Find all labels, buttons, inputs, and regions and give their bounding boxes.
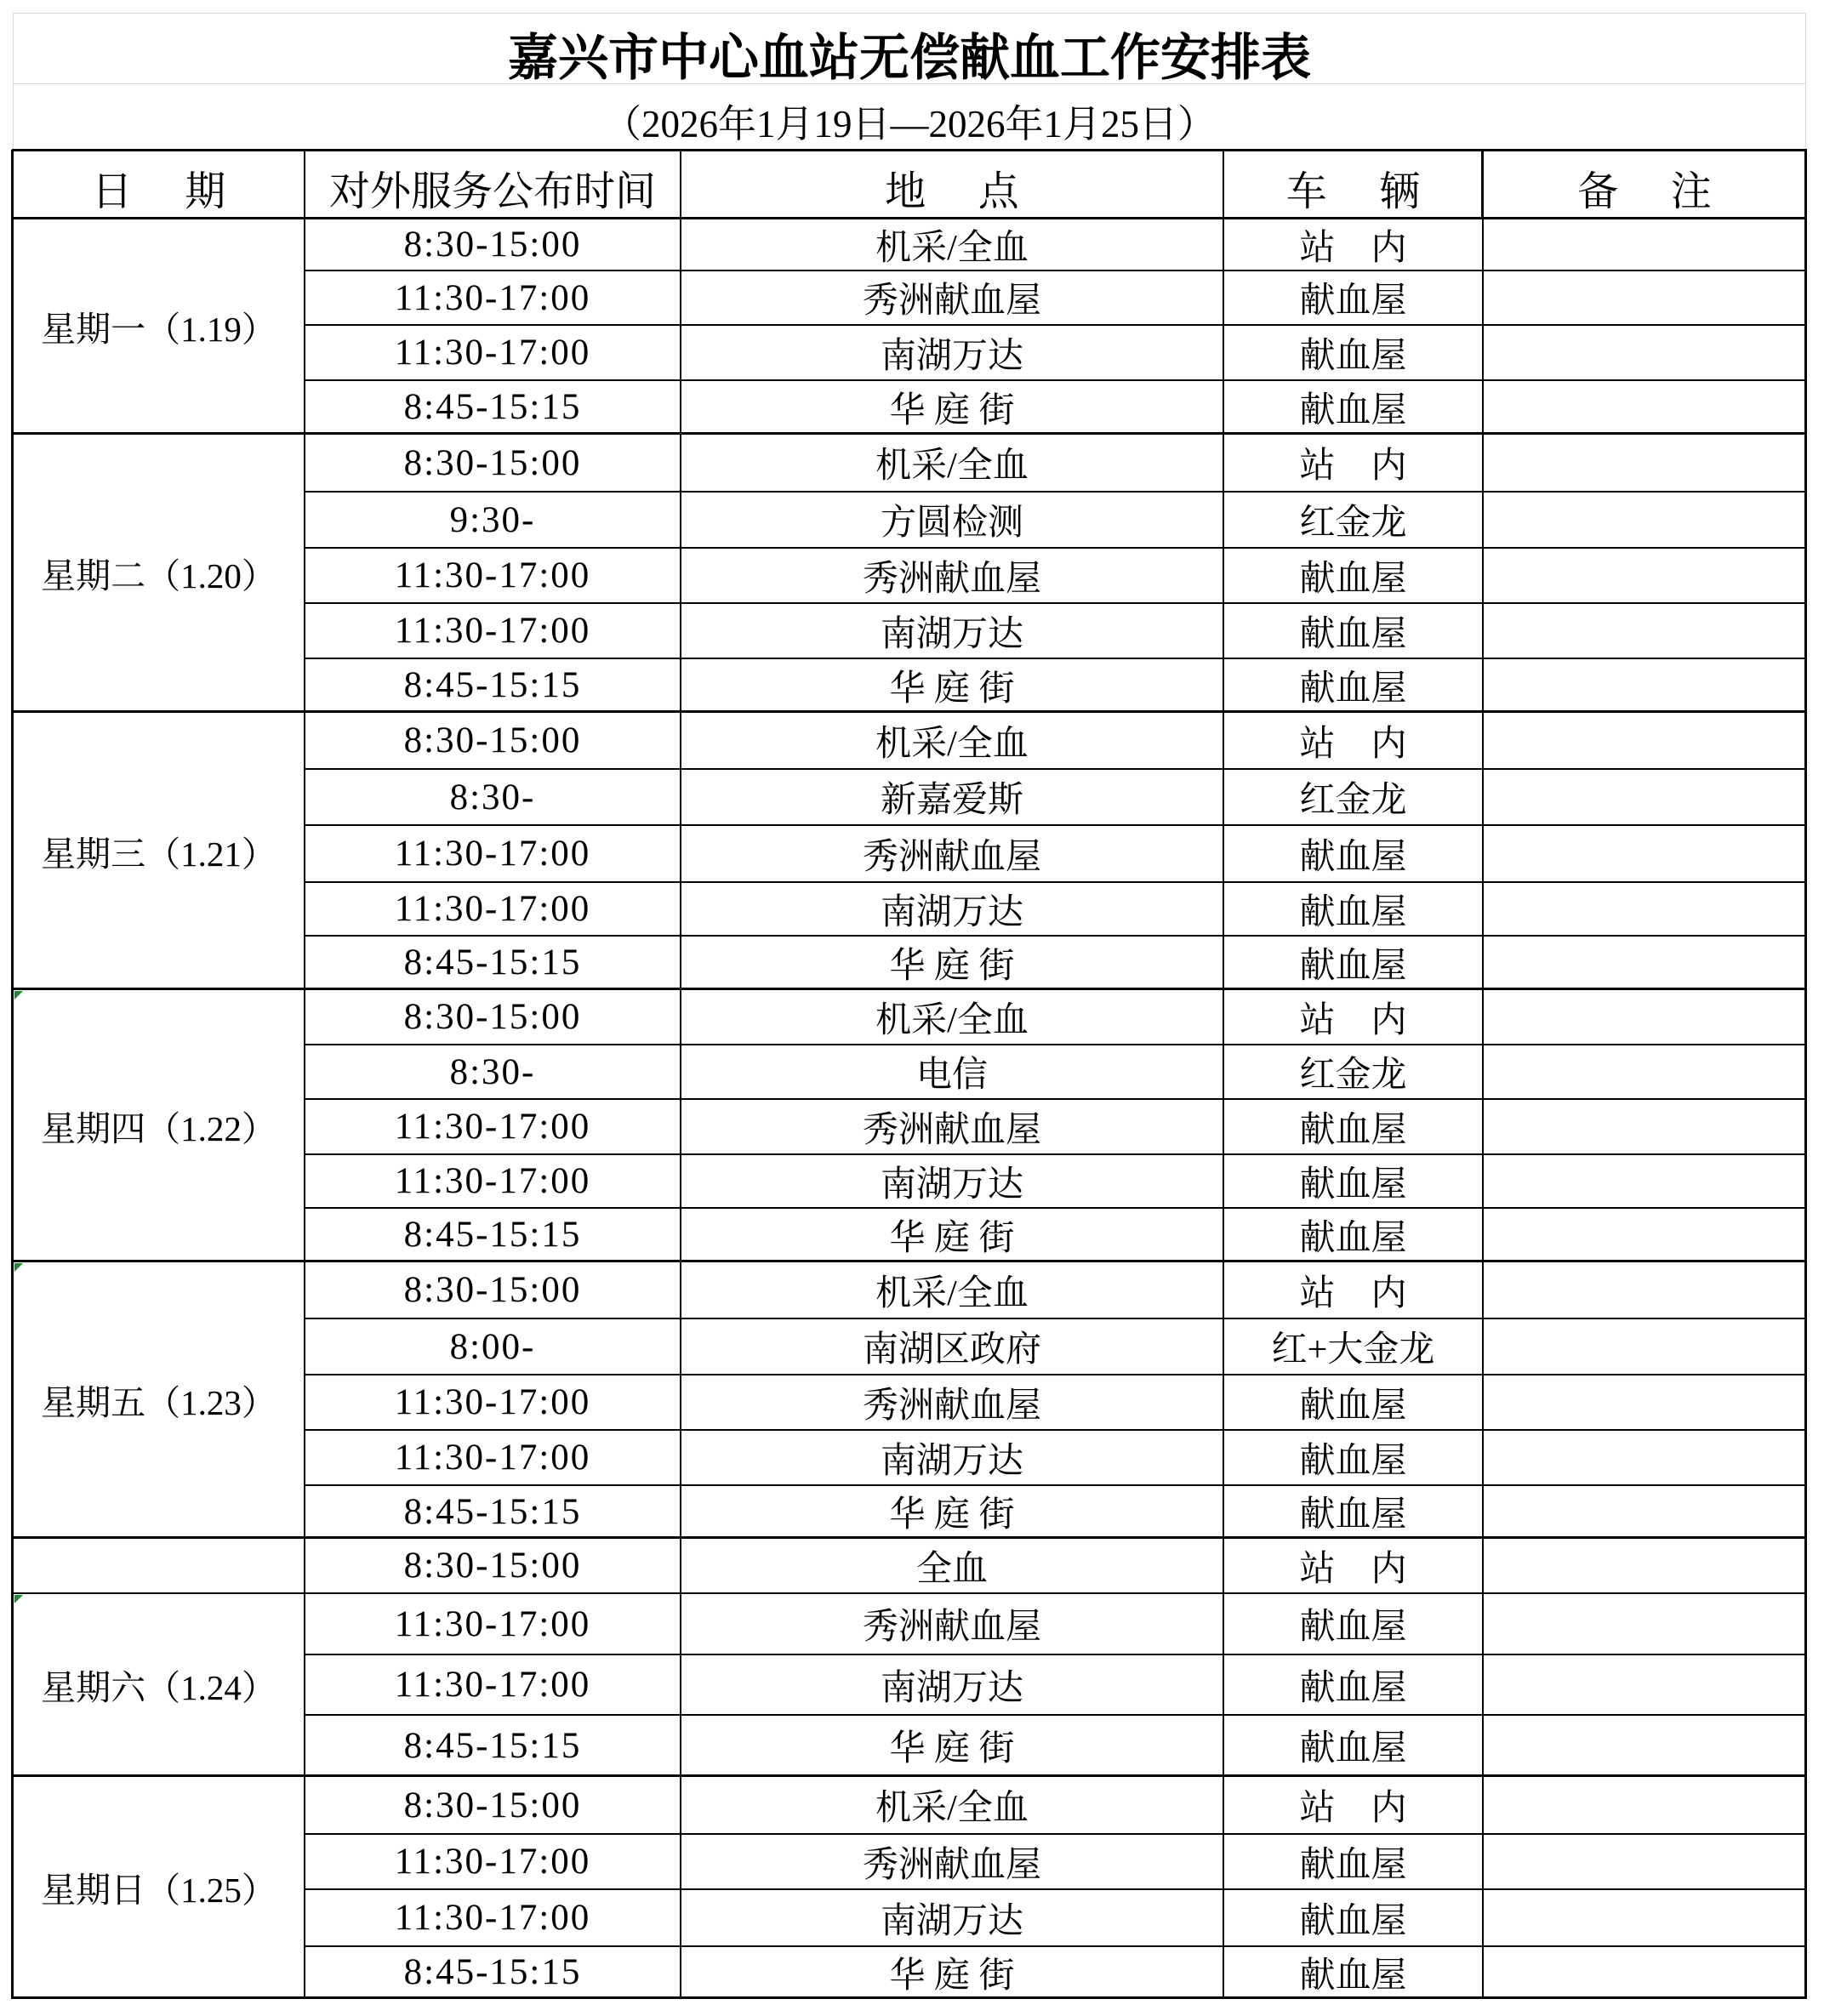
header-vehicle: 车 辆 (1285, 168, 1426, 214)
service-time-cell: 11:30-17:00 (394, 1842, 591, 1882)
note-cell (1483, 712, 1806, 769)
location-cell: 华 庭 街 (889, 390, 1015, 430)
vehicle-cell: 红金龙 (1299, 1056, 1407, 1095)
grid-line-horizontal (304, 768, 1807, 770)
note-cell (1483, 1834, 1806, 1889)
service-time-cell: 11:30-17:00 (394, 1382, 591, 1422)
note-cell (1483, 1208, 1806, 1261)
service-time-cell: 8:45-15:15 (403, 1952, 582, 1992)
grid-line-horizontal (12, 217, 1807, 219)
vehicle-cell: 献血屋 (1299, 946, 1407, 986)
note-cell (1483, 1715, 1806, 1776)
vehicle-cell: 站 内 (1299, 228, 1407, 268)
header-date: 日 期 (91, 168, 231, 214)
header-note: 备 注 (1577, 168, 1718, 214)
vehicle-cell: 献血屋 (1299, 892, 1407, 932)
note-cell (1483, 1485, 1806, 1538)
grid-line-vertical (680, 150, 681, 1999)
grid-line-vertical (1482, 218, 1484, 1999)
grid-line-horizontal (304, 1714, 1807, 1716)
note-cell (1483, 548, 1806, 603)
note-cell (1483, 1375, 1806, 1430)
grid-line-vertical (11, 150, 14, 1999)
vehicle-cell: 献血屋 (1299, 336, 1407, 376)
day-label: 星期六（1.24） (41, 1668, 276, 1707)
location-cell: 南湖万达 (880, 1165, 1023, 1204)
location-cell: 机采/全血 (875, 724, 1029, 764)
vehicle-cell: 献血屋 (1299, 559, 1407, 599)
location-cell: 南湖万达 (880, 892, 1023, 932)
grid-line-vertical (304, 150, 305, 1999)
grid-line-horizontal (304, 1654, 1807, 1655)
grid-line-horizontal (12, 1774, 1807, 1777)
day-label: 星期日（1.25） (41, 1871, 276, 1910)
location-cell: 机采/全血 (875, 228, 1029, 268)
grid-line-horizontal (304, 1945, 1807, 1947)
location-cell: 华 庭 街 (889, 1218, 1015, 1258)
service-time-cell: 11:30-17:00 (394, 277, 591, 318)
vehicle-cell: 献血屋 (1299, 282, 1407, 321)
service-time-cell: 8:45-15:15 (403, 1215, 582, 1255)
header-location: 地 点 (885, 168, 1025, 214)
vehicle-cell: 献血屋 (1299, 1386, 1407, 1426)
vehicle-cell: 献血屋 (1299, 1495, 1407, 1535)
location-cell: 秀洲献血屋 (862, 1608, 1041, 1647)
location-cell: 机采/全血 (875, 447, 1029, 486)
service-time-cell: 8:45-15:15 (403, 665, 582, 705)
service-time-cell: 8:45-15:15 (403, 943, 582, 982)
service-time-cell: 8:30-15:00 (403, 720, 582, 760)
note-cell (1483, 1946, 1806, 1998)
grid-line-horizontal (304, 1153, 1807, 1155)
note-cell (1483, 1889, 1806, 1946)
day-label: 星期四（1.22） (41, 1108, 276, 1148)
location-cell: 秀洲献血屋 (862, 282, 1041, 321)
location-cell: 华 庭 街 (889, 1729, 1015, 1768)
note-cell (1483, 1318, 1806, 1375)
note-cell (1483, 1593, 1806, 1654)
note-cell (1483, 1099, 1806, 1154)
vehicle-cell: 献血屋 (1299, 614, 1407, 654)
note-cell (1483, 1654, 1806, 1715)
vehicle-cell: 站 内 (1299, 1789, 1407, 1828)
location-cell: 南湖万达 (880, 336, 1023, 376)
location-cell: 南湖区政府 (862, 1330, 1041, 1370)
note-cell (1483, 769, 1806, 825)
service-time-cell: 8:30-15:00 (403, 1546, 582, 1586)
grid-line-horizontal (12, 1592, 1807, 1594)
location-cell: 南湖万达 (880, 1668, 1023, 1708)
header-service-time: 对外服务公布时间 (328, 168, 656, 214)
grid-line-vertical (1481, 150, 1484, 219)
grid-line-vertical (1223, 150, 1224, 1999)
vehicle-cell: 献血屋 (1299, 1956, 1407, 1996)
location-cell: 南湖万达 (880, 614, 1023, 654)
grid-line-horizontal (12, 1260, 1807, 1262)
note-cell (1483, 1154, 1806, 1208)
vehicle-cell: 献血屋 (1299, 1729, 1407, 1768)
note-cell (1483, 434, 1806, 492)
vehicle-cell: 献血屋 (1299, 1845, 1407, 1885)
vehicle-cell: 献血屋 (1299, 669, 1407, 709)
grid-line-horizontal (304, 1484, 1807, 1486)
service-time-cell: 11:30-17:00 (394, 555, 591, 595)
vehicle-cell: 献血屋 (1299, 1218, 1407, 1258)
grid-line-horizontal (304, 324, 1807, 326)
grid-line-horizontal (304, 1318, 1807, 1319)
note-cell (1483, 1430, 1806, 1485)
day-label: 星期一（1.19） (41, 310, 276, 349)
location-cell: 华 庭 街 (889, 1956, 1015, 1996)
grid-line-horizontal (304, 270, 1807, 271)
location-cell: 全血 (915, 1549, 988, 1589)
error-indicator-icon (14, 1263, 23, 1272)
service-time-cell: 8:45-15:15 (403, 1725, 582, 1766)
error-indicator-icon (14, 1595, 23, 1603)
note-cell (1483, 1045, 1806, 1099)
grid-line-horizontal (304, 1374, 1807, 1375)
location-cell: 华 庭 街 (889, 946, 1015, 986)
grid-line-horizontal (304, 1044, 1807, 1045)
vehicle-cell: 红金龙 (1299, 781, 1407, 820)
location-cell: 电信 (915, 1056, 988, 1095)
note-cell (1483, 989, 1806, 1045)
error-indicator-icon (14, 991, 23, 999)
note-cell (1483, 325, 1806, 380)
service-time-cell: 9:30- (449, 499, 536, 540)
location-cell: 机采/全血 (875, 1000, 1029, 1040)
note-cell (1483, 492, 1806, 548)
service-time-cell: 11:30-17:00 (394, 1161, 591, 1201)
service-time-cell: 8:30- (449, 777, 536, 817)
location-cell: 秀洲献血屋 (862, 1110, 1041, 1150)
day-label: 星期二（1.20） (41, 556, 276, 595)
vehicle-cell: 红金龙 (1299, 504, 1407, 543)
day-label: 星期三（1.21） (41, 834, 276, 874)
grid-line-horizontal (12, 432, 1807, 435)
grid-line-horizontal (12, 988, 1807, 990)
vehicle-cell: 献血屋 (1299, 837, 1407, 877)
grid-line-horizontal (12, 710, 1807, 713)
location-cell: 秀洲献血屋 (862, 837, 1041, 877)
grid-line-horizontal (304, 602, 1807, 604)
note-cell (1483, 271, 1806, 325)
location-cell: 方圆检测 (880, 504, 1023, 543)
service-time-cell: 11:30-17:00 (394, 1603, 591, 1644)
note-cell (1483, 658, 1806, 712)
note-cell (1483, 603, 1806, 658)
vehicle-cell: 献血屋 (1299, 390, 1407, 430)
vehicle-cell: 献血屋 (1299, 1608, 1407, 1647)
vehicle-cell: 献血屋 (1299, 1165, 1407, 1204)
grid-line-horizontal (304, 547, 1807, 549)
service-time-cell: 8:30-15:00 (403, 1270, 582, 1310)
note-cell (1483, 1261, 1806, 1318)
vehicle-cell: 献血屋 (1299, 1901, 1407, 1941)
service-time-cell: 11:30-17:00 (394, 611, 591, 651)
location-cell: 新嘉爱斯 (880, 781, 1023, 820)
location-cell: 华 庭 街 (889, 1495, 1015, 1535)
location-cell: 机采/全血 (875, 1273, 1029, 1313)
grid-line-horizontal (304, 881, 1807, 883)
grid-line-horizontal (304, 1098, 1807, 1100)
grid-line-horizontal (304, 1207, 1807, 1209)
vehicle-cell: 献血屋 (1299, 1668, 1407, 1708)
page-title: 嘉兴市中心血站无偿献血工作安排表 (13, 13, 1806, 84)
date-range-subtitle: （2026年1月19日—2026年1月25日） (13, 83, 1806, 151)
grid-line-horizontal (304, 824, 1807, 826)
grid-line-horizontal (304, 1833, 1807, 1835)
note-cell (1483, 882, 1806, 936)
location-cell: 华 庭 街 (889, 669, 1015, 709)
service-time-cell: 11:30-17:00 (394, 1898, 591, 1938)
service-time-cell: 11:30-17:00 (394, 1438, 591, 1478)
vehicle-cell: 站 内 (1299, 1273, 1407, 1313)
grid-line-horizontal (304, 1429, 1807, 1431)
service-time-cell: 8:00- (449, 1326, 536, 1367)
grid-line-horizontal (304, 935, 1807, 937)
vehicle-cell: 站 内 (1299, 724, 1407, 764)
service-time-cell: 8:45-15:15 (403, 1491, 582, 1532)
grid-line-horizontal (304, 1888, 1807, 1890)
location-cell: 秀洲献血屋 (862, 1845, 1041, 1885)
location-cell: 机采/全血 (875, 1789, 1029, 1828)
grid-line-horizontal (12, 1996, 1807, 1999)
vehicle-cell: 献血屋 (1299, 1441, 1407, 1481)
service-time-cell: 11:30-17:00 (394, 1665, 591, 1705)
vehicle-cell: 红+大金龙 (1271, 1330, 1435, 1370)
note-cell (1483, 825, 1806, 882)
grid-line-vertical (1804, 150, 1807, 1999)
location-cell: 南湖万达 (880, 1441, 1023, 1481)
service-time-cell: 8:30-15:00 (403, 1785, 582, 1825)
service-time-cell: 8:30-15:00 (403, 442, 582, 483)
vehicle-cell: 站 内 (1299, 1000, 1407, 1040)
service-time-cell: 8:45-15:15 (403, 387, 582, 427)
grid-line-horizontal (12, 149, 1807, 151)
service-time-cell: 11:30-17:00 (394, 1107, 591, 1147)
service-time-cell: 8:30- (449, 1051, 536, 1092)
grid-line-horizontal (12, 1536, 1807, 1539)
vehicle-cell: 站 内 (1299, 1549, 1407, 1589)
note-cell (1483, 380, 1806, 434)
location-cell: 秀洲献血屋 (862, 1386, 1041, 1426)
vehicle-cell: 献血屋 (1299, 1110, 1407, 1150)
location-cell: 秀洲献血屋 (862, 559, 1041, 599)
grid-line-horizontal (304, 491, 1807, 493)
note-cell (1483, 936, 1806, 989)
service-time-cell: 11:30-17:00 (394, 889, 591, 929)
service-time-cell: 11:30-17:00 (394, 834, 591, 874)
note-cell (1483, 1776, 1806, 1834)
note-cell (1483, 1538, 1806, 1593)
grid-line-horizontal (304, 379, 1807, 381)
service-time-cell: 11:30-17:00 (394, 333, 591, 373)
service-time-cell: 8:30-15:00 (403, 997, 582, 1037)
grid-line-horizontal (304, 658, 1807, 659)
day-label: 星期五（1.23） (41, 1383, 276, 1422)
date-cell-empty (13, 1538, 305, 1593)
note-cell (1483, 219, 1806, 271)
service-time-cell: 8:30-15:00 (403, 225, 582, 265)
vehicle-cell: 站 内 (1299, 447, 1407, 486)
location-cell: 南湖万达 (880, 1901, 1023, 1941)
